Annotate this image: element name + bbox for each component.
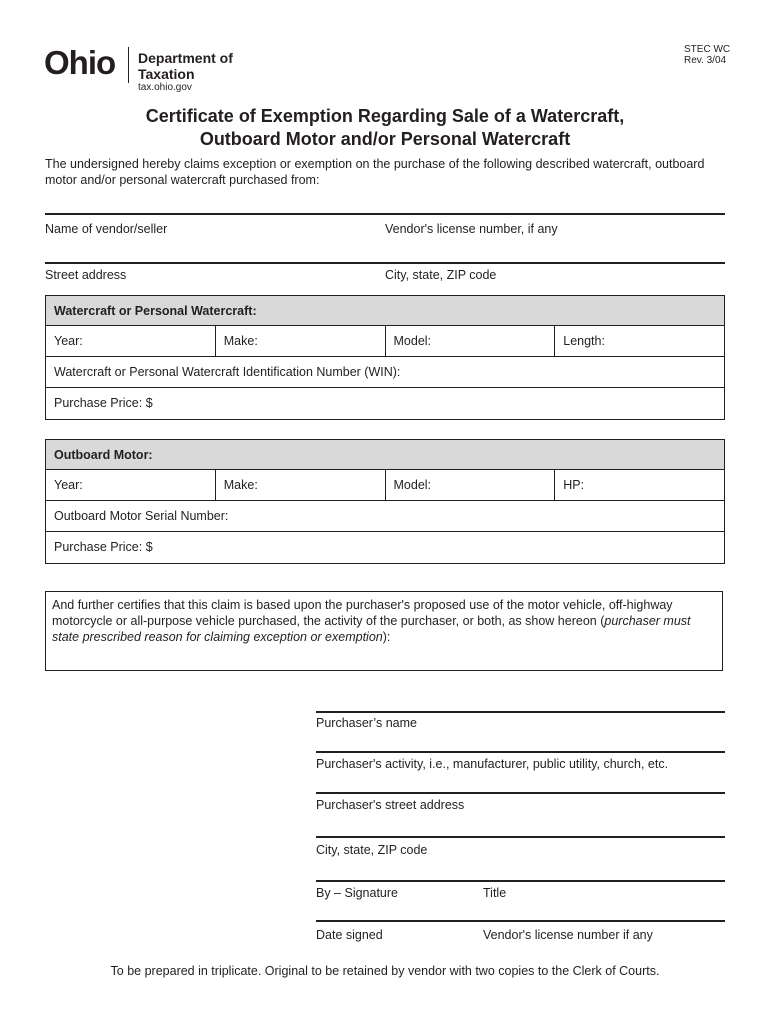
watercraft-length-field[interactable]: Length: (563, 334, 605, 348)
purchaser-city-line[interactable] (316, 836, 725, 838)
motor-price-field[interactable]: Purchase Price: $ (54, 540, 153, 554)
motor-serial-row (46, 501, 724, 532)
vendor-name-line[interactable] (45, 213, 725, 215)
watercraft-year-field[interactable]: Year: (46, 326, 216, 356)
logo-divider (128, 47, 129, 83)
watercraft-header: Watercraft or Personal Watercraft: (46, 296, 724, 326)
form-revision: Rev. 3/04 (684, 55, 727, 66)
vendor-address-line[interactable] (45, 262, 725, 264)
motor-make-field[interactable]: Make: (216, 470, 386, 500)
department-line-2: Taxation (138, 66, 195, 82)
outboard-motor-section (45, 439, 725, 564)
title-line-2: Outboard Motor and/or Personal Watercraft (199, 129, 571, 149)
watercraft-price-row (46, 388, 724, 419)
watercraft-section (45, 295, 725, 420)
department-line-1: Department of (138, 50, 233, 66)
vendor-license-label: Vendor's license number, if any (385, 222, 558, 236)
signature-line[interactable] (316, 880, 725, 882)
purchaser-street-line[interactable] (316, 792, 725, 794)
watercraft-price-field[interactable]: Purchase Price: $ (54, 396, 153, 410)
signature-label: By – Signature (316, 886, 398, 900)
motor-year-field[interactable]: Year: (46, 470, 216, 500)
date-signed-label: Date signed (316, 928, 383, 942)
intro-text: The undersigned hereby claims exception or exemption on the purchase of the following described watercraft, outboard motor and/or personal watercraft purchased from: (45, 157, 705, 187)
title-line-1: Certificate of Exemption Regarding Sale of a Watercraft, (145, 106, 625, 126)
purchaser-city-label: City, state, ZIP code (316, 843, 428, 857)
department-name (138, 50, 233, 82)
watercraft-model-field[interactable]: Model: (386, 326, 556, 356)
motor-price-row (46, 532, 724, 563)
title-label: Title (483, 886, 507, 900)
outboard-motor-header: Outboard Motor: (46, 440, 724, 470)
watercraft-details-row (46, 326, 724, 357)
motor-serial-field[interactable]: Outboard Motor Serial Number: (54, 509, 229, 523)
street-address-label: Street address (45, 268, 127, 282)
motor-details-row (46, 470, 724, 501)
watercraft-make-field[interactable]: Make: (216, 326, 386, 356)
certify-text: And further certifies that this claim is based upon the purchaser's proposed use of the motor vehicle, off-highway motorcycle or all-purpose vehicle purchased, the activity of the purchaser, or both, as show hereon ( (52, 598, 673, 628)
website-link[interactable]: tax.ohio.gov (138, 82, 192, 93)
purchaser-name-label: Purchaser’s name (316, 716, 417, 730)
watercraft-win-field[interactable]: Watercraft or Personal Watercraft Identification Number (WIN): (54, 365, 401, 379)
purchaser-activity-line[interactable] (316, 751, 725, 753)
purchaser-name-line[interactable] (316, 711, 725, 713)
vendor-name-label: Name of vendor/seller (45, 222, 168, 236)
motor-hp-field[interactable]: HP: (563, 478, 585, 492)
date-signed-line[interactable] (316, 920, 725, 922)
purchaser-activity-label: Purchaser's activity, i.e., manufacturer, public utility, church, etc. (316, 757, 669, 771)
form-code: STEC WC (684, 44, 731, 55)
city-state-zip-label: City, state, ZIP code (385, 268, 497, 282)
motor-model-field[interactable]: Model: (386, 470, 556, 500)
certify-italic-text: purchaser must state prescribed reason for claiming exception or exemption (52, 614, 691, 644)
certify-text-end: ): (382, 630, 391, 644)
form-title (0, 105, 770, 151)
form-id (684, 44, 730, 66)
exemption-reason-box[interactable] (45, 591, 723, 671)
watercraft-win-row (46, 357, 724, 388)
footer-note: To be prepared in triplicate. Original to be retained by vendor with two copies to the Clerk of Courts. (110, 964, 660, 978)
purchaser-street-label: Purchaser's street address (316, 798, 465, 812)
ohio-logo: Ohio (44, 44, 116, 81)
vendor-license-number-label: Vendor's license number if any (483, 928, 653, 942)
